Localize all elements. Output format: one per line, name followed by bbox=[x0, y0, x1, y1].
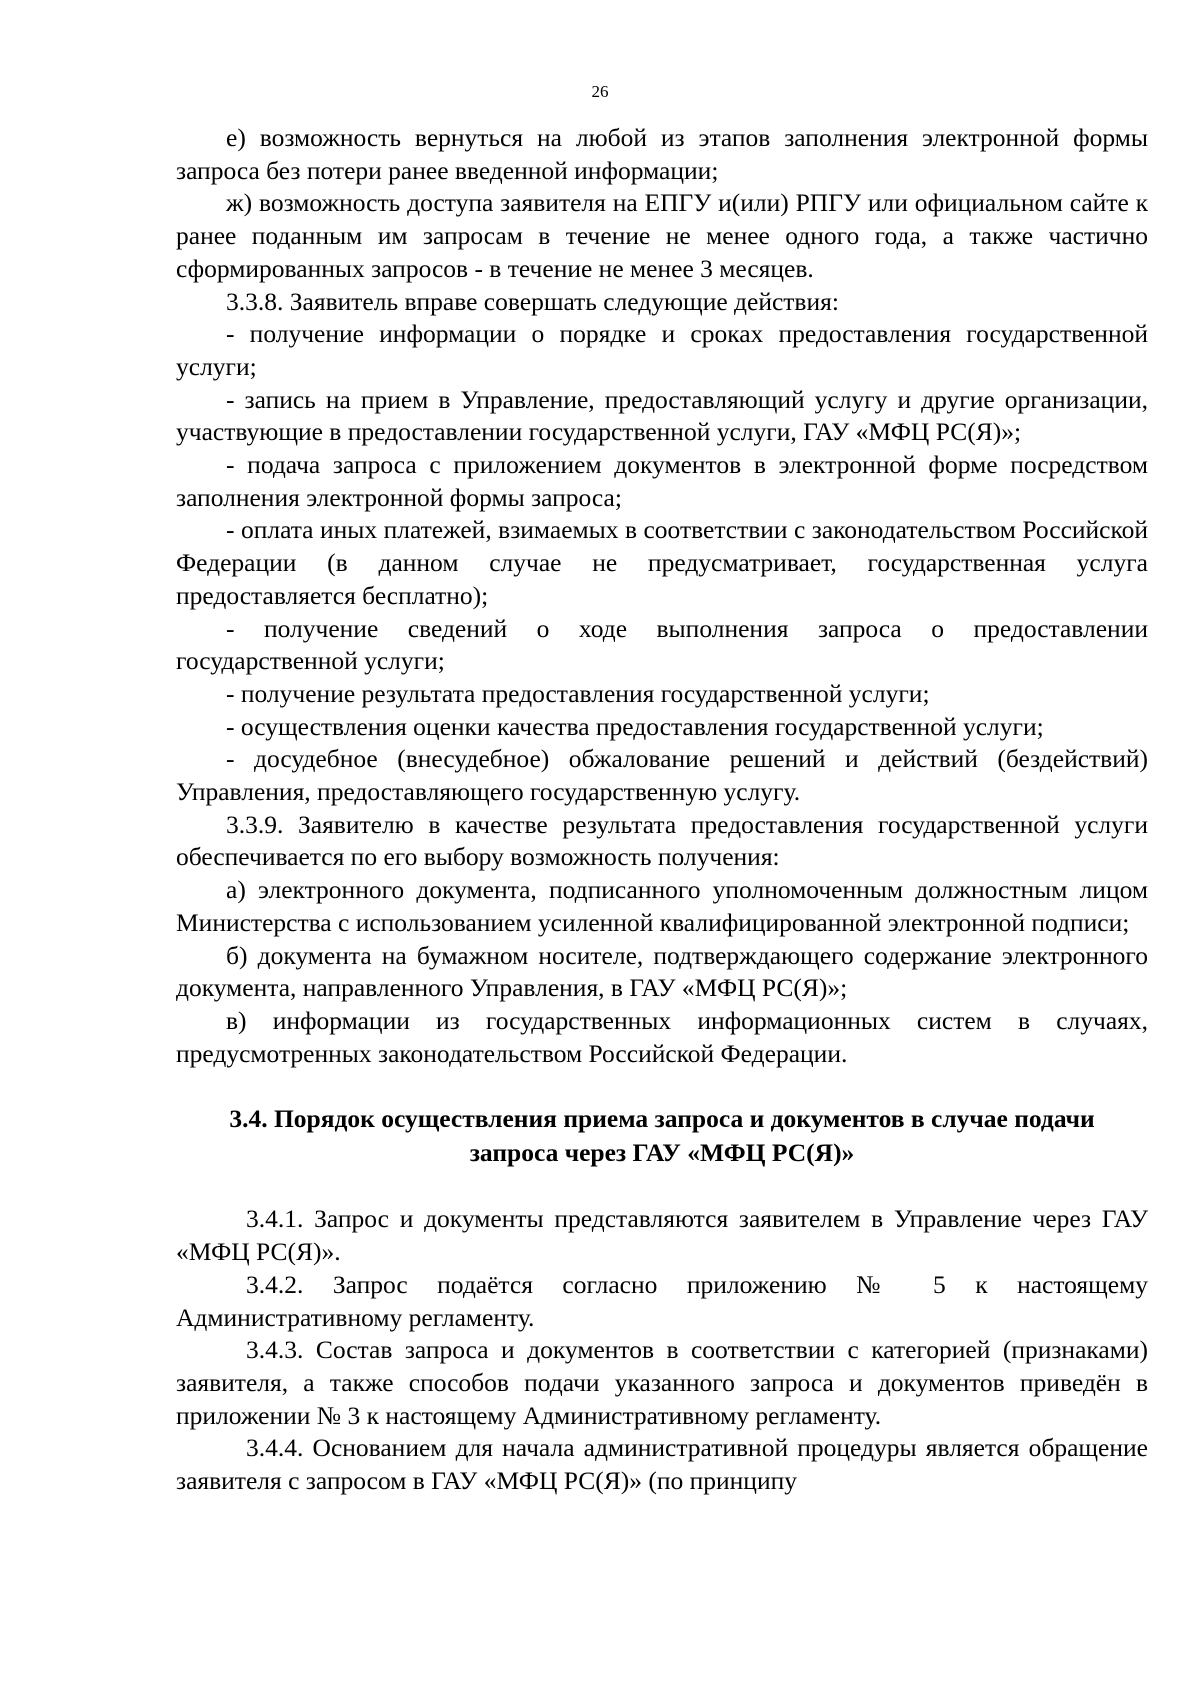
paragraph: е) возможность вернуться на любой из этапов заполнения электронной формы запроса без потери ранее введенной информации; bbox=[176, 123, 1148, 185]
page-number: 26 bbox=[591, 82, 609, 101]
section-heading-line: 3.4. Порядок осуществления приема запроса и документов в случае подачи bbox=[229, 1104, 1095, 1134]
paragraph: 3.3.8. Заявитель вправе совершать следующие действия: bbox=[226, 286, 839, 316]
paragraph: 3.4.2. Запрос подаётся согласно приложению № 5 к настоящему Административному регламенту. bbox=[176, 1269, 1148, 1332]
document-body bbox=[176, 122, 1148, 1498]
paragraph: 3.4.4. Основанием для начала административной процедуры является обращение заявителя с запросом в ГАУ «МФЦ РС(Я)» (по принципу bbox=[176, 1433, 1148, 1496]
paragraph: - получение информации о порядке и сроках предоставления государственной услуги; bbox=[176, 319, 1148, 381]
paragraph: в) информации из государственных информационных систем в случаях, предусмотренных законодательством Российской Федерации. bbox=[176, 1005, 1148, 1068]
paragraph: - оплата иных платежей, взимаемых в соответствии с законодательством Российской Федерации (в данном случае не предусматривает, государственная услуга предоставляется бесплатно); bbox=[176, 515, 1148, 610]
paragraph: - осуществления оценки качества предоставления государственной услуги; bbox=[226, 711, 1044, 741]
paragraph: - запись на прием в Управление, предоставляющий услугу и другие организации, участвующие в предоставлении государственной услуги, ГАУ «МФЦ РС(Я)»; bbox=[176, 384, 1148, 447]
paragraph: 3.4.1. Запрос и документы представляются заявителем в Управление через ГАУ «МФЦ РС(Я)». bbox=[176, 1204, 1148, 1267]
paragraph: 3.3.9. Заявителю в качестве результата предоставления государственной услуги обеспечивается по его выбору возможность получения: bbox=[176, 809, 1148, 872]
section-heading bbox=[176, 1102, 1148, 1170]
paragraph: - получение сведений о ходе выполнения запроса о предоставлении государственной услуги; bbox=[176, 613, 1148, 676]
paragraph: а) электронного документа, подписанного уполномоченным должностным лицом Министерства с использованием усиленной квалифицированной электронной подписи; bbox=[176, 875, 1148, 937]
paragraphs-after-heading bbox=[176, 1203, 1148, 1497]
paragraph: б) документа на бумажном носителе, подтверждающего содержание электронного документа, направленного Управления, в ГАУ «МФЦ РС(Я)»; bbox=[176, 940, 1148, 1003]
paragraph: 3.4.3. Состав запроса и документов в соответствии с категорией (признаками) заявителя, а также способов подачи указанного запроса и документов приведён в приложении № 3 к настоящему Административному регламенту. bbox=[176, 1335, 1148, 1430]
paragraph: - досудебное (внесудебное) обжалование решений и действий (бездействий) Управления, предоставляющего государственную услугу. bbox=[176, 744, 1148, 807]
section-heading-line: запроса через ГАУ «МФЦ РС(Я)» bbox=[469, 1138, 855, 1168]
paragraph: ж) возможность доступа заявителя на ЕПГУ и(или) РПГУ или официальном сайте к ранее поданным им запросам в течение не менее одного года, а также частично сформированных запросов - в течение не менее 3 месяцев. bbox=[176, 188, 1148, 283]
paragraph: - подача запроса с приложением документов в электронной форме посредством заполнения электронной формы запроса; bbox=[176, 450, 1148, 512]
paragraph: - получение результата предоставления государственной услуги; bbox=[226, 678, 930, 708]
paragraphs-before-heading bbox=[176, 122, 1148, 1070]
